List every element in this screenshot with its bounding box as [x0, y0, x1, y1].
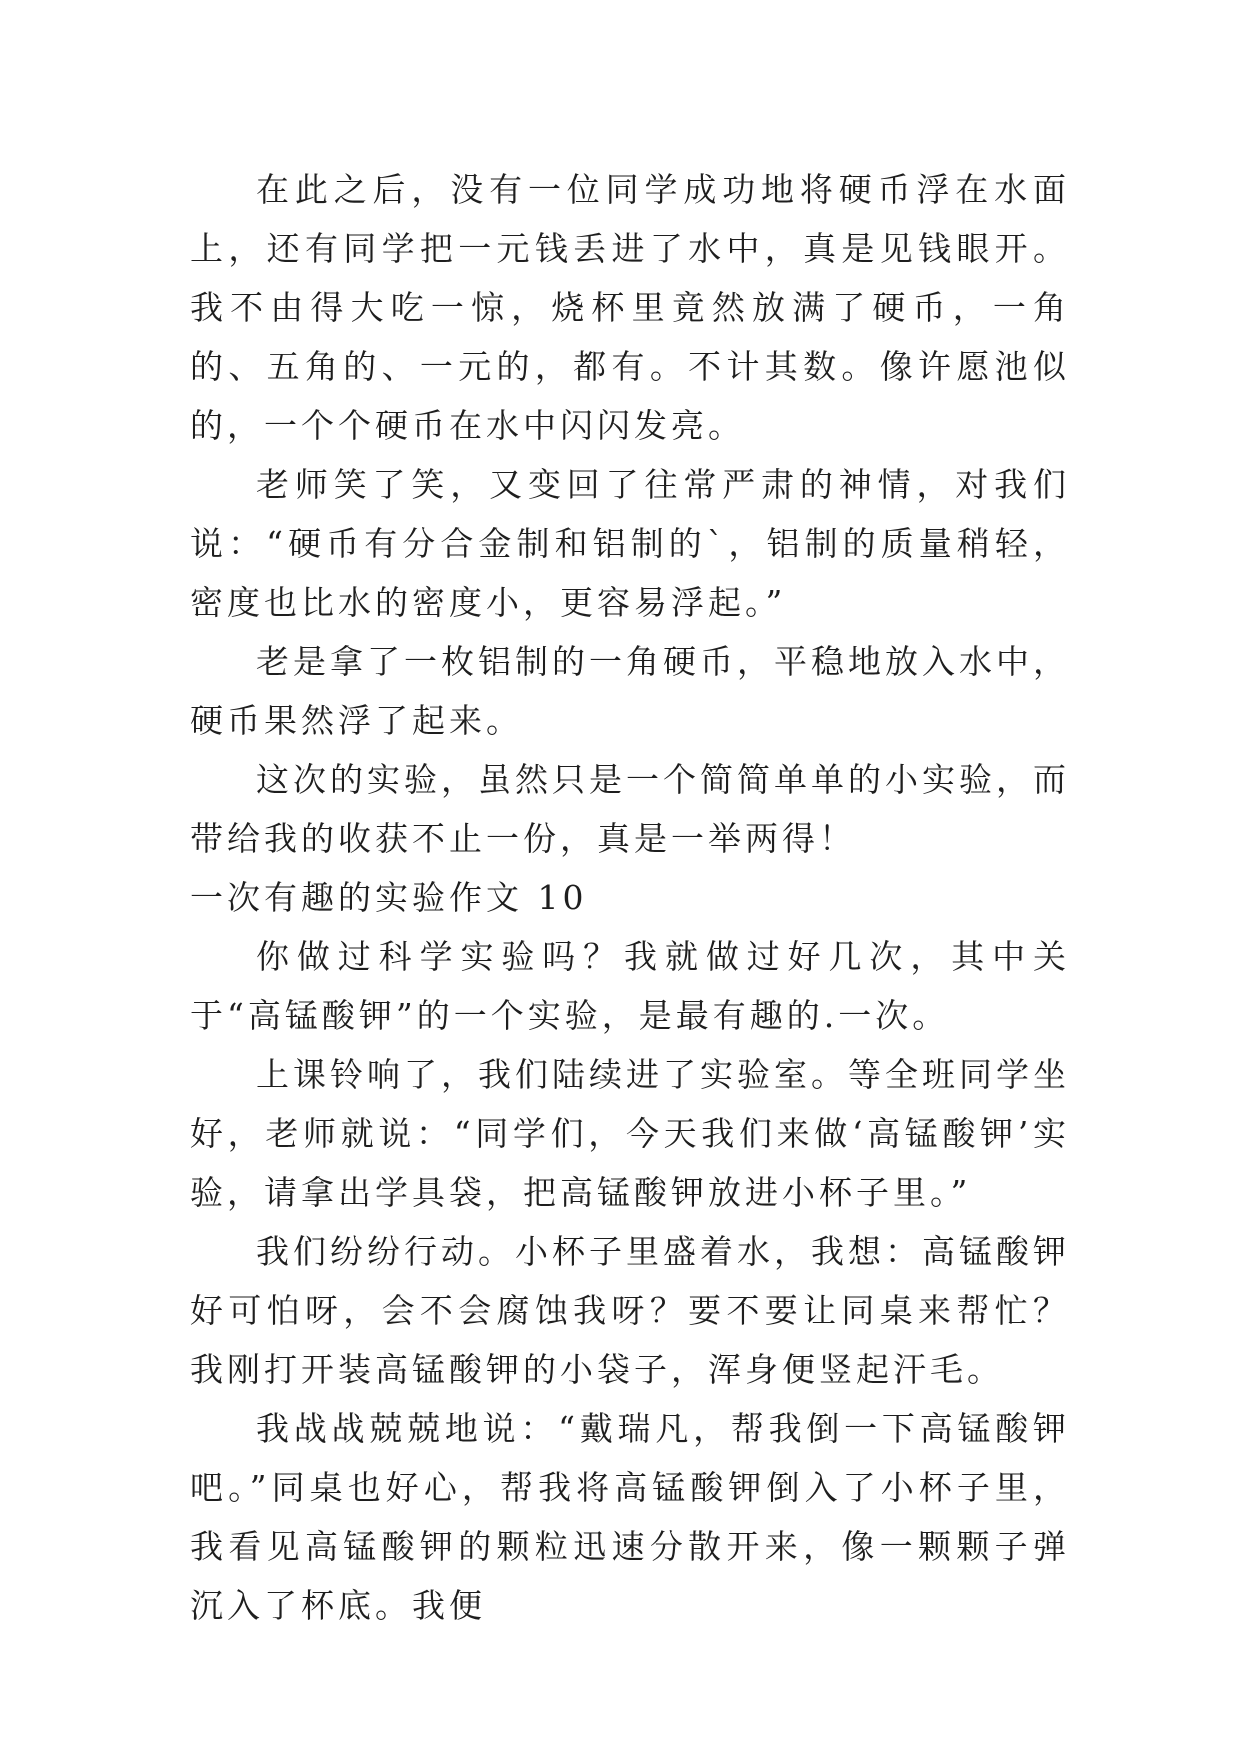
- paragraph: 老是拿了一枚铝制的一角硬币，平稳地放入水中，硬币果然浮了起来。: [190, 642, 1070, 740]
- paragraph: 这次的实验，虽然只是一个简简单单的小实验，而带给我的收获不止一份，真是一举两得！: [190, 760, 1070, 858]
- paragraph: 在此之后，没有一位同学成功地将硬币浮在水面上，还有同学把一元钱丢进了水中，真是见钱眼开。我不由得大吃一惊，烧杯里竟然放满了硬币，一角的、五角的、一元的，都有。不计其数。像许愿池似的，一个个硬币在水中闪闪发亮。: [190, 170, 1070, 445]
- paragraph: 你做过科学实验吗？我就做过好几次，其中关于“高锰酸钾”的一个实验，是最有趣的.一次。: [190, 937, 1070, 1035]
- paragraph: 我们纷纷行动。小杯子里盛着水，我想：高锰酸钾好可怕呀，会不会腐蚀我呀？要不要让同桌来帮忙？我刚打开装高锰酸钾的小袋子，浑身便竖起汗毛。: [190, 1232, 1070, 1389]
- paragraph: 上课铃响了，我们陆续进了实验室。等全班同学坐好，老师就说：“同学们，今天我们来做‘高锰酸钾’实验，请拿出学具袋，把高锰酸钾放进小杯子里。”: [190, 1055, 1070, 1212]
- document-body: [190, 160, 1070, 1635]
- section-heading: 一次有趣的实验作文 10: [190, 878, 588, 917]
- paragraph: 老师笑了笑，又变回了往常严肃的神情，对我们说：“硬币有分合金制和铝制的`，铝制的质量稍轻，密度也比水的密度小，更容易浮起。”: [190, 465, 1070, 622]
- paragraph: 我战战兢兢地说：“戴瑞凡，帮我倒一下高锰酸钾吧。”同桌也好心，帮我将高锰酸钾倒入了小杯子里，我看见高锰酸钾的颗粒迅速分散开来，像一颗颗子弹沉入了杯底。我便: [190, 1409, 1070, 1625]
